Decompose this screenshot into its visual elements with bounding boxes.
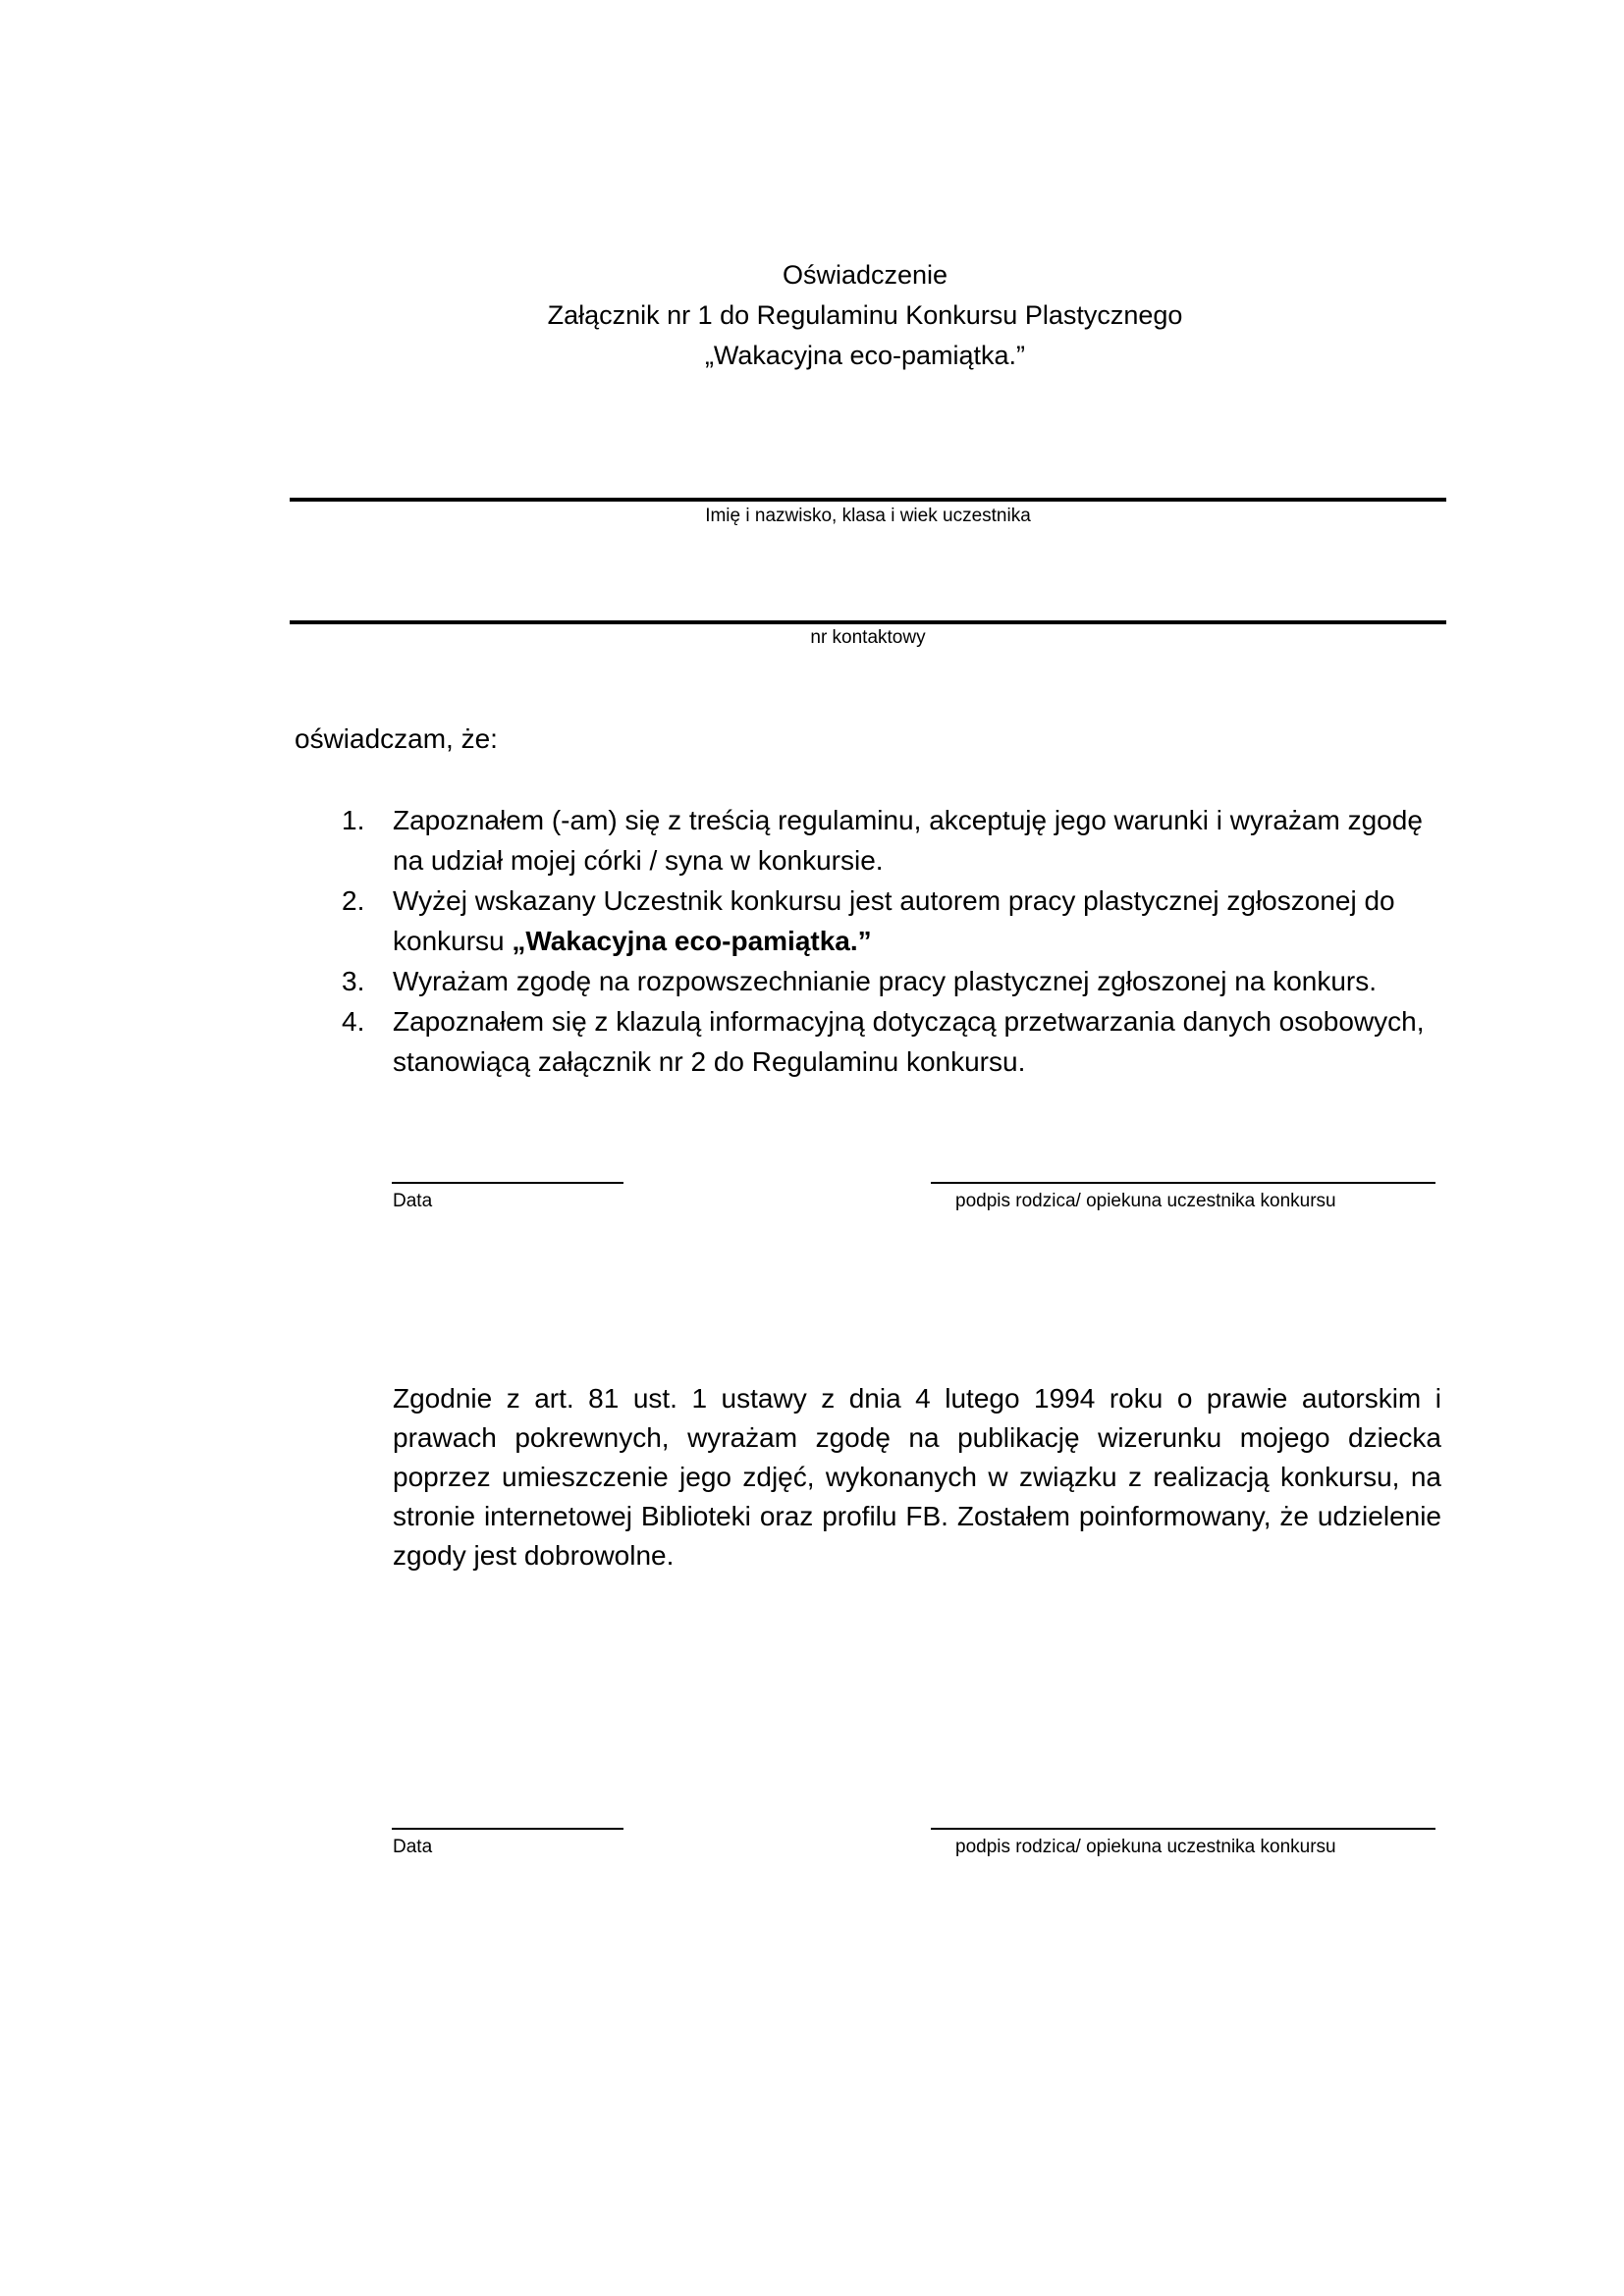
image-consent-paragraph: Zgodnie z art. 81 ust. 1 ustawy z dnia 4 lutego 1994 roku o prawie autorskim i prawach pokrewnych, wyrażam zgodę na publikację wizerunku mojego dziecka poprzez umieszczenie jego zdjęć, wykonanych w związku z realizacją konkursu, na stronie internetowej Biblioteki oraz profilu FB. Zostałem poinformowany, że udzielenie zgody jest dobrowolne. xyxy=(393,1383,1441,1571)
signature-line-1[interactable] xyxy=(931,1182,1435,1184)
signature-line-2[interactable] xyxy=(931,1828,1435,1830)
signature-label-2: podpis rodzica/ opiekuna uczestnika konkursu xyxy=(955,1837,1336,1857)
list-item-number: 4. xyxy=(342,1006,365,1037)
list-item-text: Zapoznałem (-am) się z treścią regulaminu, akceptuję jego warunki i wyrażam zgodę na udział mojej córki / syna w konkursie. xyxy=(393,805,1423,876)
contest-name-bold: „Wakacyjna eco-pamiątka.” xyxy=(512,926,872,956)
list-item-text: Zapoznałem się z klazulą informacyjną dotyczącą przetwarzania danych osobowych, stanowiącą załącznik nr 2 do Regulaminu konkursu. xyxy=(393,1006,1425,1077)
list-item-number: 2. xyxy=(342,885,365,916)
date-line-2[interactable] xyxy=(392,1828,623,1830)
list-item xyxy=(0,881,1453,961)
date-label-1: Data xyxy=(393,1191,433,1211)
contact-field-caption: nr kontaktowy xyxy=(810,627,926,648)
list-item-text: Wyrażam zgodę na rozpowszechnianie pracy plastycznej zgłoszonej na konkurs. xyxy=(393,966,1378,996)
list-item-text-plain: Wyżej wskazany Uczestnik konkursu jest autorem pracy plastycznej zgłoszonej do konkursu xyxy=(393,885,1395,956)
list-item-text xyxy=(393,881,1453,961)
date-label-2: Data xyxy=(393,1837,433,1857)
title-block xyxy=(0,255,1624,376)
list-item xyxy=(0,961,1453,1001)
contest-name: „Wakacyjna eco-pamiątka.” xyxy=(704,341,1026,370)
contact-field-line[interactable] xyxy=(290,620,1446,624)
list-item xyxy=(0,1001,1453,1082)
list-item xyxy=(0,800,1453,881)
statement-list xyxy=(0,800,1624,1082)
document-title: Oświadczenie xyxy=(782,260,948,290)
document-subtitle: Załącznik nr 1 do Regulaminu Konkursu Plastycznego xyxy=(547,300,1183,330)
participant-field-caption: Imię i nazwisko, klasa i wiek uczestnika xyxy=(705,506,1031,526)
list-item-number: 3. xyxy=(342,966,365,996)
signature-label-1: podpis rodzica/ opiekuna uczestnika konkursu xyxy=(955,1191,1336,1211)
participant-field-line[interactable] xyxy=(290,498,1446,502)
list-item-number: 1. xyxy=(342,805,365,835)
date-line-1[interactable] xyxy=(392,1182,623,1184)
declaration-intro: oświadczam, że: xyxy=(295,723,498,754)
